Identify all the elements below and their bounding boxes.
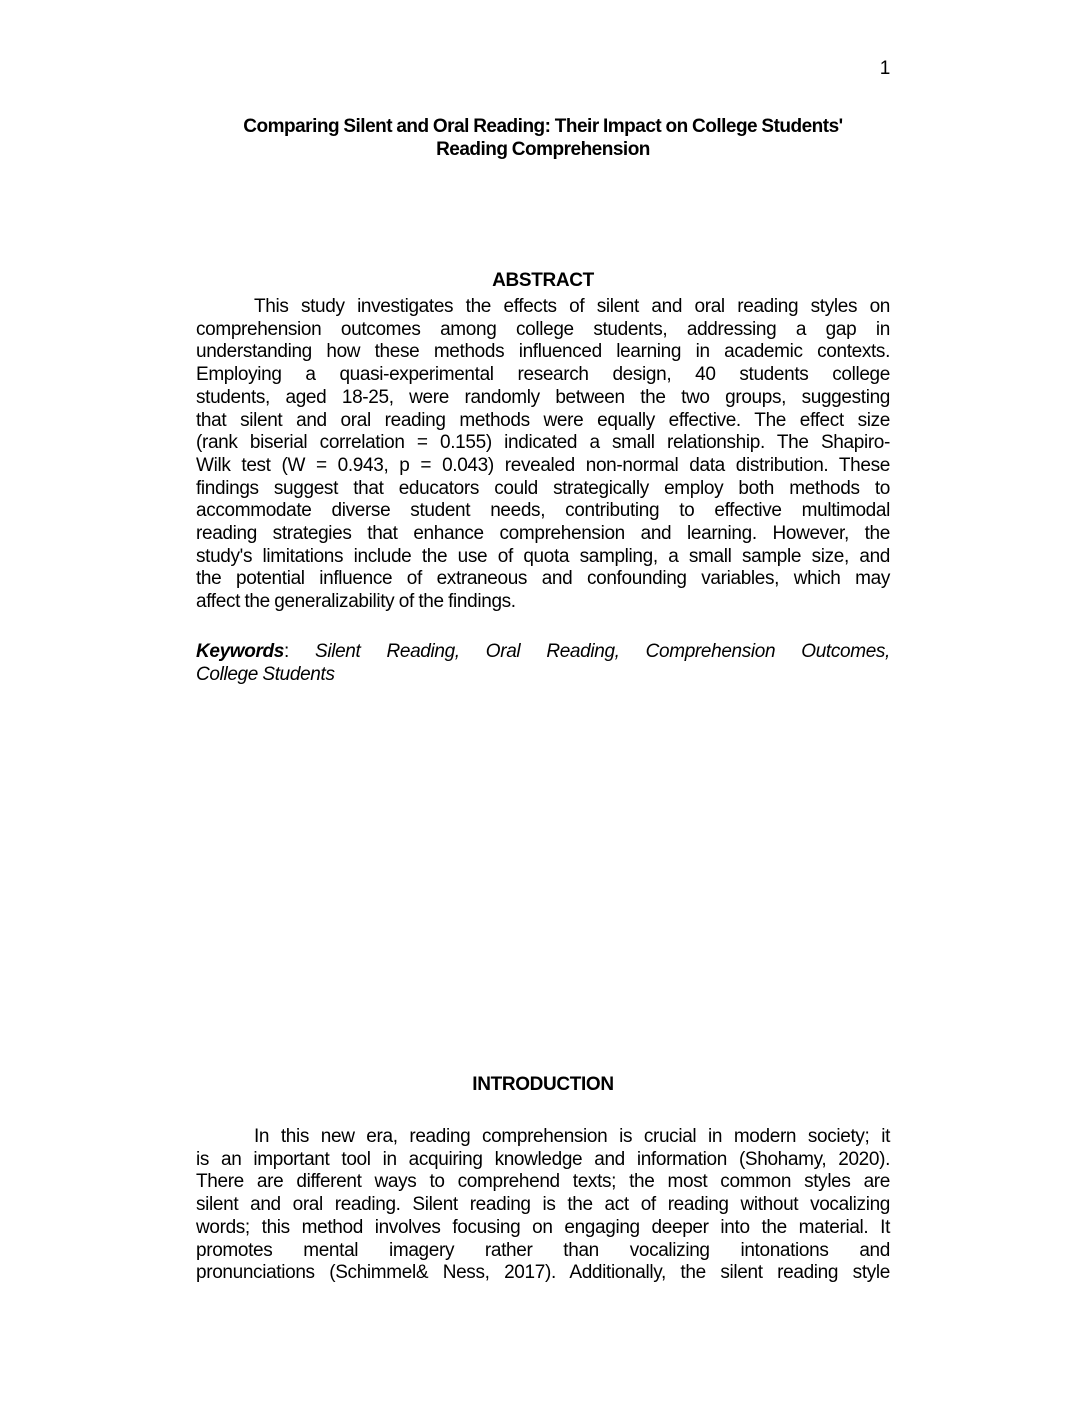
text-line: There are different ways to comprehend texts; the most common styles are: [196, 1171, 890, 1193]
text-line: is an important tool in acquiring knowledge and information (Shohamy, 2020).: [196, 1148, 890, 1170]
introduction-paragraph: [196, 1126, 890, 1285]
text-line: Employing a quasi-experimental research design, 40 students college: [196, 364, 890, 386]
text-line: reading strategies that enhance comprehension and learning. However, the: [196, 523, 890, 545]
text-line: affect the generalizability of the findings.: [196, 591, 516, 613]
text-line: pronunciations (Schimmel& Ness, 2017). Additionally, the silent reading style: [196, 1262, 890, 1284]
keywords-values-line2: College Students: [196, 663, 335, 685]
paper-title: [196, 116, 890, 161]
text-line: words; this method involves focusing on engaging deeper into the material. It: [196, 1216, 890, 1238]
text-line: study's limitations include the use of quota sampling, a small sample size, and: [196, 545, 890, 567]
keywords-values-line1: Silent Reading, Oral Reading, Comprehension Outcomes,: [288, 641, 890, 662]
text-line: students, aged 18-25, were randomly between the two groups, suggesting: [196, 386, 890, 408]
text-line: comprehension outcomes among college students, addressing a gap in: [196, 318, 890, 340]
text-line: Reading Comprehension: [436, 138, 650, 160]
text-line: This study investigates the effects of silent and oral reading styles on: [254, 296, 890, 317]
text-line: findings suggest that educators could strategically employ both methods to: [196, 477, 890, 499]
page-number: 1: [879, 58, 890, 79]
text-line: accommodate diverse student needs, contributing to effective multimodal: [196, 500, 890, 522]
text-line: silent and oral reading. Silent reading is the act of reading without vocalizing: [196, 1194, 890, 1216]
text-line: [196, 664, 890, 687]
text-line: that silent and oral reading methods were equally effective. The effect size: [196, 409, 890, 431]
keywords-paragraph: [196, 641, 890, 686]
text-line: Wilk test (W = 0.943, p = 0.043) revealed non-normal data distribution. These: [196, 454, 890, 476]
text-line: (rank biserial correlation = 0.155) indicated a small relationship. The Shapiro-: [196, 432, 890, 454]
text-line: [196, 641, 890, 664]
text-line: Comparing Silent and Oral Reading: Their Impact on College Students': [243, 116, 843, 137]
abstract-heading: ABSTRACT: [492, 270, 594, 291]
text-line: promotes mental imagery rather than vocalizing intonations and: [196, 1239, 890, 1261]
keywords-colon: :: [284, 641, 289, 662]
text-line: the potential influence of extraneous and confounding variables, which may: [196, 568, 890, 590]
text-line: In this new era, reading comprehension is crucial in modern society; it: [254, 1126, 890, 1147]
abstract-paragraph: [196, 296, 890, 614]
keywords-label: Keywords: [196, 641, 285, 662]
text-line: understanding how these methods influenced learning in academic contexts.: [196, 341, 890, 363]
introduction-heading: INTRODUCTION: [472, 1074, 614, 1095]
